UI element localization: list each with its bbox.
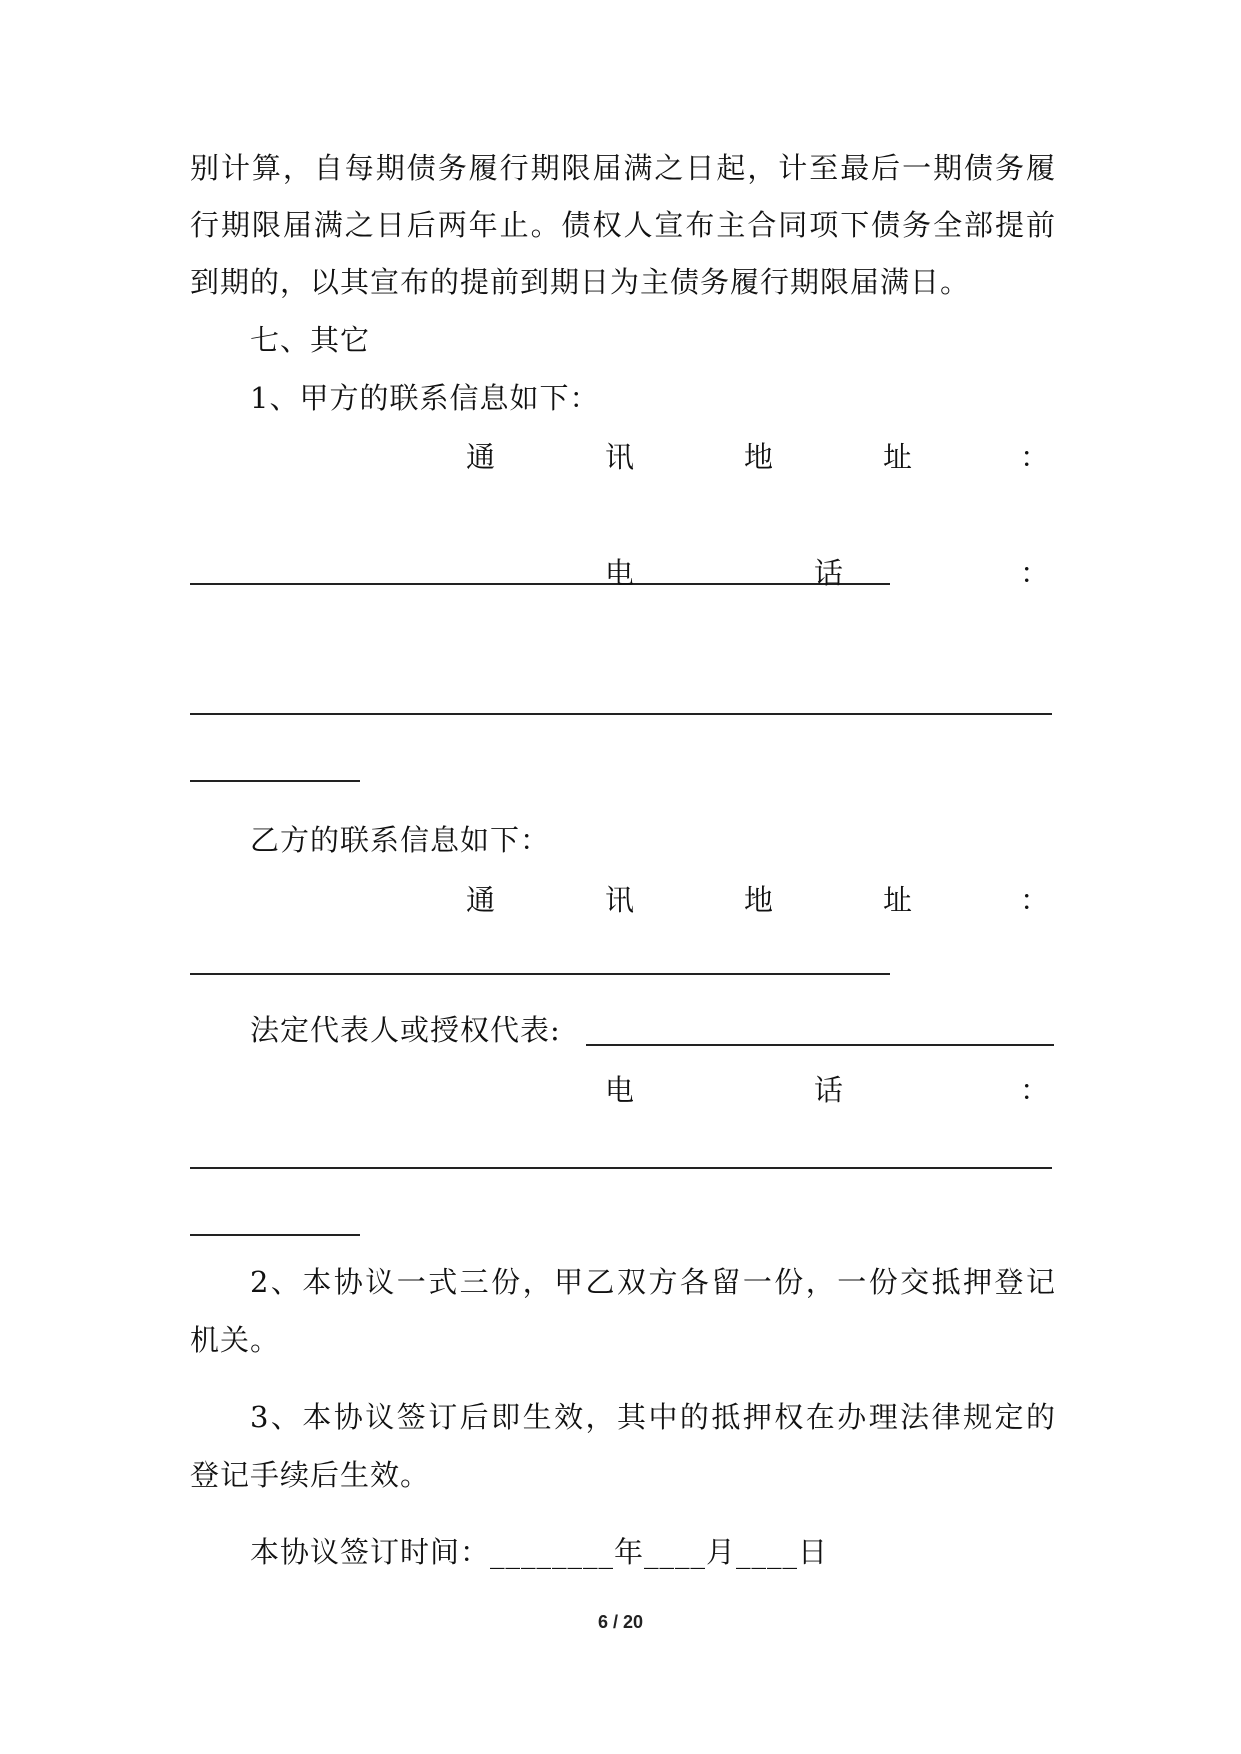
phone-blank-line [190,780,360,782]
paragraph-line: 别计算，自每期债务履行期限届满之日起，计至最后一期债务履 [190,151,1056,185]
address-label-char: 址 [883,883,913,917]
phone-blank-line [190,1234,360,1236]
paragraph-line: 行期限届满之日后两年止。债权人宣布主合同项下债务全部提前 [190,208,1056,242]
legal-representative-label: 法定代表人或授权代表: [250,1013,561,1047]
address-label-char: ： [1020,440,1050,474]
address-label-char: ： [1020,883,1050,917]
section-heading: 七、其它 [250,323,371,357]
address-blank-line [190,583,890,585]
item-1: 1、甲方的联系信息如下： [250,381,600,415]
signing-date: 本协议签订时间：________年____月____日 [250,1535,829,1569]
item-2-continued: 机关。 [190,1323,281,1357]
phone-blank-line [190,1167,1052,1169]
phone-blank-line [190,713,1052,715]
address-label-char: 址 [883,440,913,474]
address-label-char: 通 [466,883,496,917]
item-2: 2、本协议一式三份，甲乙双方各留一份，一份交抵押登记 [250,1265,1056,1299]
legal-representative-blank [586,1044,1054,1046]
phone-label-char: 话 [814,556,844,590]
paragraph-line: 到期的，以其宣布的提前到期日为主债务履行期限届满日。 [190,265,971,299]
phone-label-char: 电 [605,556,635,590]
address-label-char: 地 [744,883,774,917]
phone-label-char: 话 [814,1073,844,1107]
address-label-char: 地 [744,440,774,474]
address-label-char: 讯 [605,440,635,474]
address-label-char: 讯 [605,883,635,917]
address-label-char: 通 [466,440,496,474]
item-3: 3、本协议签订后即生效，其中的抵押权在办理法律规定的 [250,1400,1056,1434]
phone-label-char: ： [1020,556,1050,590]
address-blank-line [190,973,890,975]
phone-label-char: ： [1020,1073,1050,1107]
page-number: 6 / 20 [597,1612,644,1632]
party-b-contact: 乙方的联系信息如下： [250,823,551,857]
phone-label-char: 电 [605,1073,635,1107]
item-3-continued: 登记手续后生效。 [190,1458,431,1492]
